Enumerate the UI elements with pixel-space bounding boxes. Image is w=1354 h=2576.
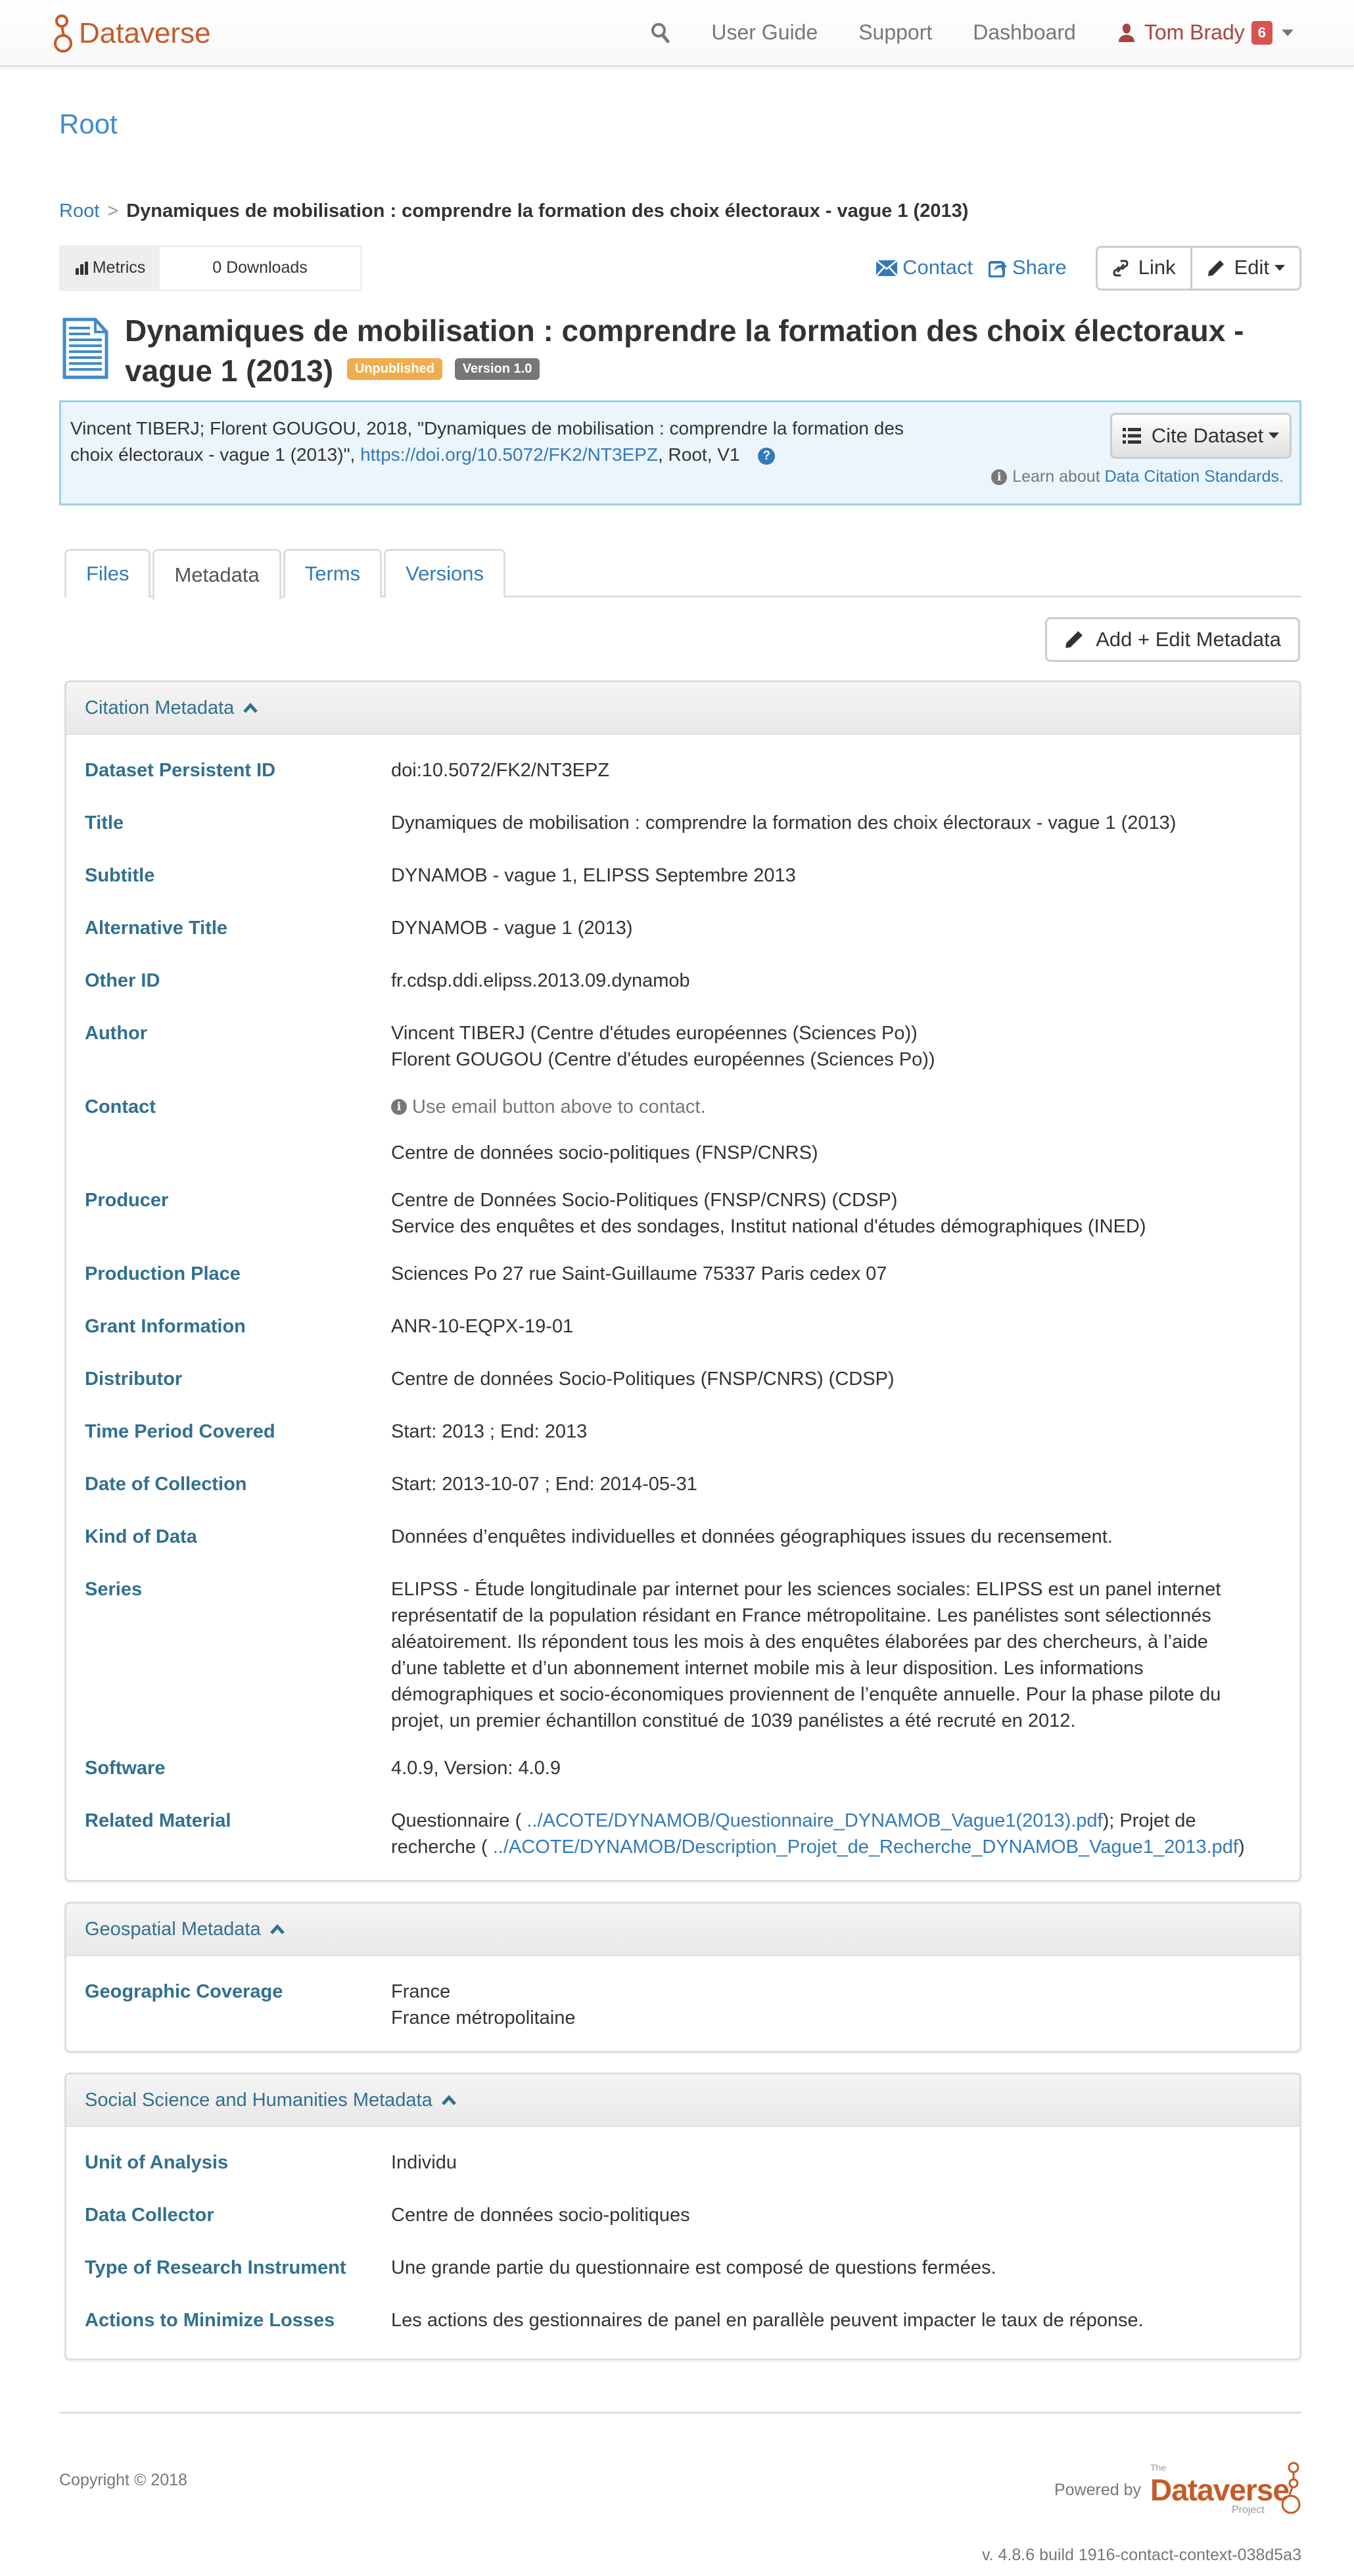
user-name: Tom Brady: [1144, 20, 1245, 45]
version-badge: Version 1.0: [455, 358, 540, 380]
field-distributor: Distributor Centre de données Socio-Politiques (FNSP/CNRS) (CDSP): [85, 1368, 895, 1390]
tab-versions[interactable]: Versions: [384, 549, 505, 597]
field-actions-minimize-losses: Actions to Minimize Losses Les actions des gestionnaires de panel en parallèle peuvent impacter le taux de réponse.: [85, 2309, 1144, 2331]
chevron-up-icon: [270, 1924, 285, 1934]
contact-value: Centre de données socio-politiques (FNSP/CNRS): [391, 1142, 818, 1163]
add-edit-metadata-button[interactable]: Add + Edit Metadata: [1045, 617, 1300, 662]
chevron-down-icon: [1269, 433, 1279, 438]
coverage-entry: France métropolitaine: [391, 2007, 576, 2028]
envelope-icon: [876, 260, 897, 276]
tab-terms[interactable]: Terms: [283, 549, 382, 597]
field-subtitle: Subtitle DYNAMOB - vague 1, ELIPSS Septembre 2013: [85, 864, 796, 886]
coverage-entry: France: [391, 1980, 451, 2002]
tab-metadata[interactable]: Metadata: [152, 549, 281, 599]
nav-user-guide[interactable]: User Guide: [711, 20, 818, 45]
dataverse-title-link[interactable]: Root: [59, 108, 118, 139]
field-production-place: Production Place Sciences Po 27 rue Saint-Guillaume 75337 Paris cedex 07: [85, 1263, 887, 1284]
dataverse-logo-icon: [1282, 2461, 1301, 2516]
learn-citation-standards: i Learn about Data Citation Standards .: [991, 465, 1284, 489]
data-citation-standards-link[interactable]: Data Citation Standards: [1104, 467, 1280, 486]
field-title: Title Dynamiques de mobilisation : comprendre la formation des choix électoraux - vague 1 (2013): [85, 812, 1177, 833]
field-kind-of-data: Kind of Data Données d’enquêtes individuelles et données géographiques issues du recensement.: [85, 1526, 1113, 1547]
nav-support[interactable]: Support: [858, 20, 933, 45]
geospatial-metadata-toggle[interactable]: Geospatial Metadata: [66, 1904, 1299, 1956]
user-menu[interactable]: [1117, 18, 1294, 48]
geospatial-metadata-panel: [64, 1902, 1301, 2053]
citation-doi-link[interactable]: https://doi.org/10.5072/FK2/NT3EPZ: [360, 444, 658, 465]
citation-metadata-toggle[interactable]: Citation Metadata: [66, 682, 1299, 735]
pencil-icon: [1064, 630, 1084, 649]
list-icon: [1123, 428, 1141, 444]
field-other-id: Other ID fr.cdsp.ddi.elipss.2013.09.dynamob: [85, 970, 690, 991]
producer-entry: Centre de Données Socio-Politiques (FNSP/CNRS) (CDSP): [391, 1189, 898, 1211]
breadcrumb: [59, 198, 1301, 225]
field-producer: Producer Centre de Données Socio-Politiques (FNSP/CNRS) (CDSP) Service des enquêtes et des sondages, Institut national d'études démographiques (INED): [85, 1177, 1281, 1250]
field-series: Series ELIPSS - Étude longitudinale par internet pour les sciences sociales: ELIPSS est un panel internet représentatif de la population résidant en France métropolitaine. Les panélistes sont sélectionnés aléatoirement. Ils répondent tous les mois à des enquêtes élaborées par des chercheurs, à l’aide d’une tablette et d’un abonnement internet mobile mis à leur disposition. Les informations démographiques et socio-économiques proviennent de l’enquête annuelle. Pour la phase pilote du projet, un premier échantillon constitué de 1039 panélistes a été recruté en 2012.: [85, 1578, 1221, 1731]
field-author: Author Vincent TIBERJ (Centre d'études européennes (Sciences Po)) Florent GOUGOU (Centre d'études européennes (Sciences Po)): [85, 1010, 1281, 1083]
downloads-count: 0 Downloads: [212, 258, 308, 277]
link-button[interactable]: Link: [1098, 248, 1190, 289]
citation-metadata-panel: [64, 680, 1301, 1882]
nav-dashboard[interactable]: Dashboard: [973, 20, 1076, 45]
dataset-tabs: [64, 549, 1301, 597]
breadcrumb-root[interactable]: Root: [59, 200, 100, 222]
share-icon: [989, 259, 1007, 277]
chevron-down-icon: [1282, 30, 1294, 36]
search-icon: [651, 22, 670, 43]
social-science-metadata-toggle[interactable]: Social Science and Humanities Metadata: [66, 2074, 1299, 2127]
field-related-material: Related Material Questionnaire ( ../ACOTE/DYNAMOB/Questionnaire_DYNAMOB_Vague1(2013).pdf); Projet de recherche ( ../ACOTE/DYNAMOB/Description_Projet_de_Recherche_DYNAMOB_Vague1_2013.pdf): [85, 1810, 1245, 1858]
brand-name: Dataverse: [79, 17, 211, 49]
question-circle-icon[interactable]: ?: [758, 448, 775, 465]
top-navbar: [0, 0, 1354, 67]
contact-note: i Use email button above to contact.: [391, 1094, 1255, 1120]
copyright: Copyright © 2018: [59, 2470, 187, 2489]
field-alternative-title: Alternative Title DYNAMOB - vague 1 (2013): [85, 917, 633, 939]
metrics-label: Metrics: [61, 247, 160, 289]
field-contact: Contact i Use email button above to contact. Centre de données socio-politiques (FNSP/CNRS): [85, 1083, 1281, 1177]
author-entry: Vincent TIBERJ (Centre d'études européennes (Sciences Po)): [391, 1022, 918, 1044]
citation-text: Vincent TIBERJ; Florent GOUGOU, 2018, "Dynamiques de mobilisation : comprendre la formation des choix électoraux - vague 1 (2013)", https://doi.org/10.5072/FK2/NT3EPZ, Root, V1 ?: [70, 417, 904, 465]
cite-dataset-button[interactable]: Cite Dataset: [1110, 413, 1292, 459]
chevron-up-icon: [243, 703, 258, 713]
field-geographic-coverage: Geographic Coverage France France métropolitaine: [85, 1968, 1281, 2042]
chevron-up-icon: [442, 2095, 456, 2105]
brand-logo-link[interactable]: [53, 13, 211, 55]
info-icon: i: [991, 469, 1007, 485]
producer-entry: Service des enquêtes et des sondages, Institut national d'études démographiques (INED): [391, 1215, 1146, 1237]
link-edit-button-group: [1096, 246, 1301, 291]
field-date-of-collection: Date of Collection Start: 2013-10-07 ; End: 2014-05-31: [85, 1473, 697, 1495]
share-button[interactable]: Share: [989, 253, 1067, 282]
field-persistent-id: Dataset Persistent ID doi:10.5072/FK2/NT3EPZ: [85, 759, 610, 781]
search-button[interactable]: [651, 22, 670, 43]
research-project-pdf-link[interactable]: ../ACOTE/DYNAMOB/Description_Projet_de_Recherche_DYNAMOB_Vague1_2013.pdf: [492, 1836, 1238, 1858]
dataverse-project-logo-link[interactable]: The Dataverse Project: [1150, 2461, 1301, 2520]
contact-button[interactable]: Contact: [876, 253, 973, 282]
dataverse-logo-icon: [53, 14, 75, 53]
metrics-box: [59, 245, 362, 291]
breadcrumb-separator: >: [107, 200, 119, 222]
questionnaire-pdf-link[interactable]: ../ACOTE/DYNAMOB/Questionnaire_DYNAMOB_Vague1(2013).pdf: [526, 1810, 1103, 1831]
field-research-instrument: Type of Research Instrument Une grande partie du questionnaire est composé de questions fermées.: [85, 2257, 996, 2278]
chevron-down-icon: [1274, 265, 1285, 271]
dataset-title: Dynamiques de mobilisation : comprendre la formation des choix électoraux - vague 1 (2013) Unpublished Version 1.0: [125, 313, 1244, 388]
user-icon: [1117, 22, 1136, 43]
dataset-file-icon: [59, 317, 112, 379]
citation-box: [59, 400, 1301, 505]
author-entry: Florent GOUGOU (Centre d'études européennes (Sciences Po)): [391, 1048, 935, 1070]
edit-dropdown-button[interactable]: Edit: [1190, 248, 1299, 289]
field-software: Software 4.0.9, Version: 4.0.9: [85, 1757, 561, 1779]
footer: [59, 2412, 1301, 2576]
unpublished-badge: Unpublished: [347, 358, 442, 380]
breadcrumb-current: Dynamiques de mobilisation : comprendre la formation des choix électoraux - vague 1 (2013): [126, 200, 969, 222]
field-unit-of-analysis: Unit of Analysis Individu: [85, 2151, 457, 2173]
field-data-collector: Data Collector Centre de données socio-politiques: [85, 2204, 690, 2226]
link-icon: [1112, 258, 1129, 278]
version-info: v. 4.8.6 build 1916-contact-context-038d5a3: [982, 2545, 1301, 2564]
field-time-period: Time Period Covered Start: 2013 ; End: 2013: [85, 1420, 588, 1442]
field-grant-information: Grant Information ANR-10-EQPX-19-01: [85, 1315, 574, 1337]
info-icon: i: [391, 1099, 407, 1115]
social-science-metadata-panel: [64, 2073, 1301, 2360]
bar-chart-icon: [76, 262, 90, 275]
powered-by: Powered by The Dataverse Project: [1054, 2461, 1301, 2520]
pencil-icon: [1207, 259, 1225, 277]
notification-badge: 6: [1251, 21, 1272, 44]
tab-files[interactable]: Files: [64, 549, 151, 597]
